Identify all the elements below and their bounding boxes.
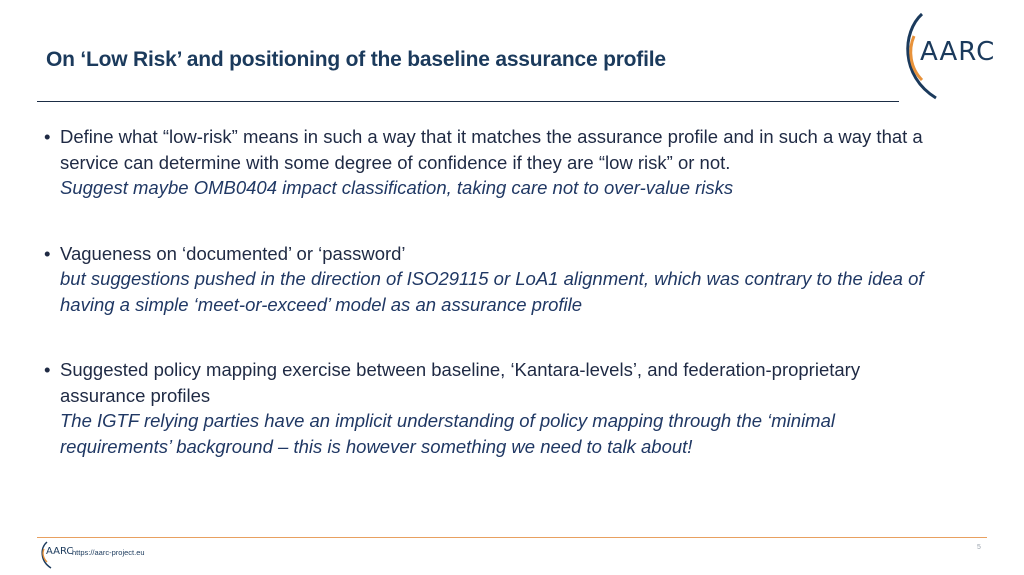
bullet-symbol: •	[44, 359, 51, 380]
footer-url-link[interactable]: https://aarc-project.eu	[72, 548, 145, 557]
bullet-text: Vagueness on ‘documented’ or ‘password’	[60, 242, 406, 264]
title-divider	[37, 101, 899, 102]
bullet-note: Suggest maybe OMB0404 impact classification, taking care not to over-value risks	[60, 177, 734, 198]
bullet-item-vagueness	[44, 241, 944, 318]
bullet-item-policy-mapping	[44, 357, 944, 459]
bullet-text: Define what “low-risk” means in such a way that it matches the assurance profile and in such a way that a service can determine with some degree of confidence if they are “low risk” or not.	[60, 126, 923, 173]
bullet-text: Suggested policy mapping exercise between baseline, ‘Kantara-levels’, and federation-proprietary assurance profiles	[60, 359, 861, 406]
bullet-note: but suggestions pushed in the direction of ISO29115 or LoA1 alignment, which was contrary to the idea of having a simple ‘meet-or-exceed’ model as an assurance profile	[60, 268, 924, 315]
footer-divider	[37, 537, 987, 538]
bullet-item-low-risk	[44, 124, 944, 201]
footer-logo-text: AARC	[46, 546, 74, 557]
slide-title: On ‘Low Risk’ and positioning of the baseline assurance profile	[46, 48, 666, 71]
bullet-list	[44, 124, 944, 459]
page-number: 5	[977, 544, 981, 551]
bullet-symbol: •	[44, 242, 51, 264]
bullet-note: The IGTF relying parties have an implicit understanding of policy mapping through the ‘minimal requirements’ background – this is however something we need to talk about!	[60, 410, 835, 457]
aarc-logo-text: AARC	[920, 37, 996, 67]
bullet-symbol: •	[44, 126, 51, 147]
